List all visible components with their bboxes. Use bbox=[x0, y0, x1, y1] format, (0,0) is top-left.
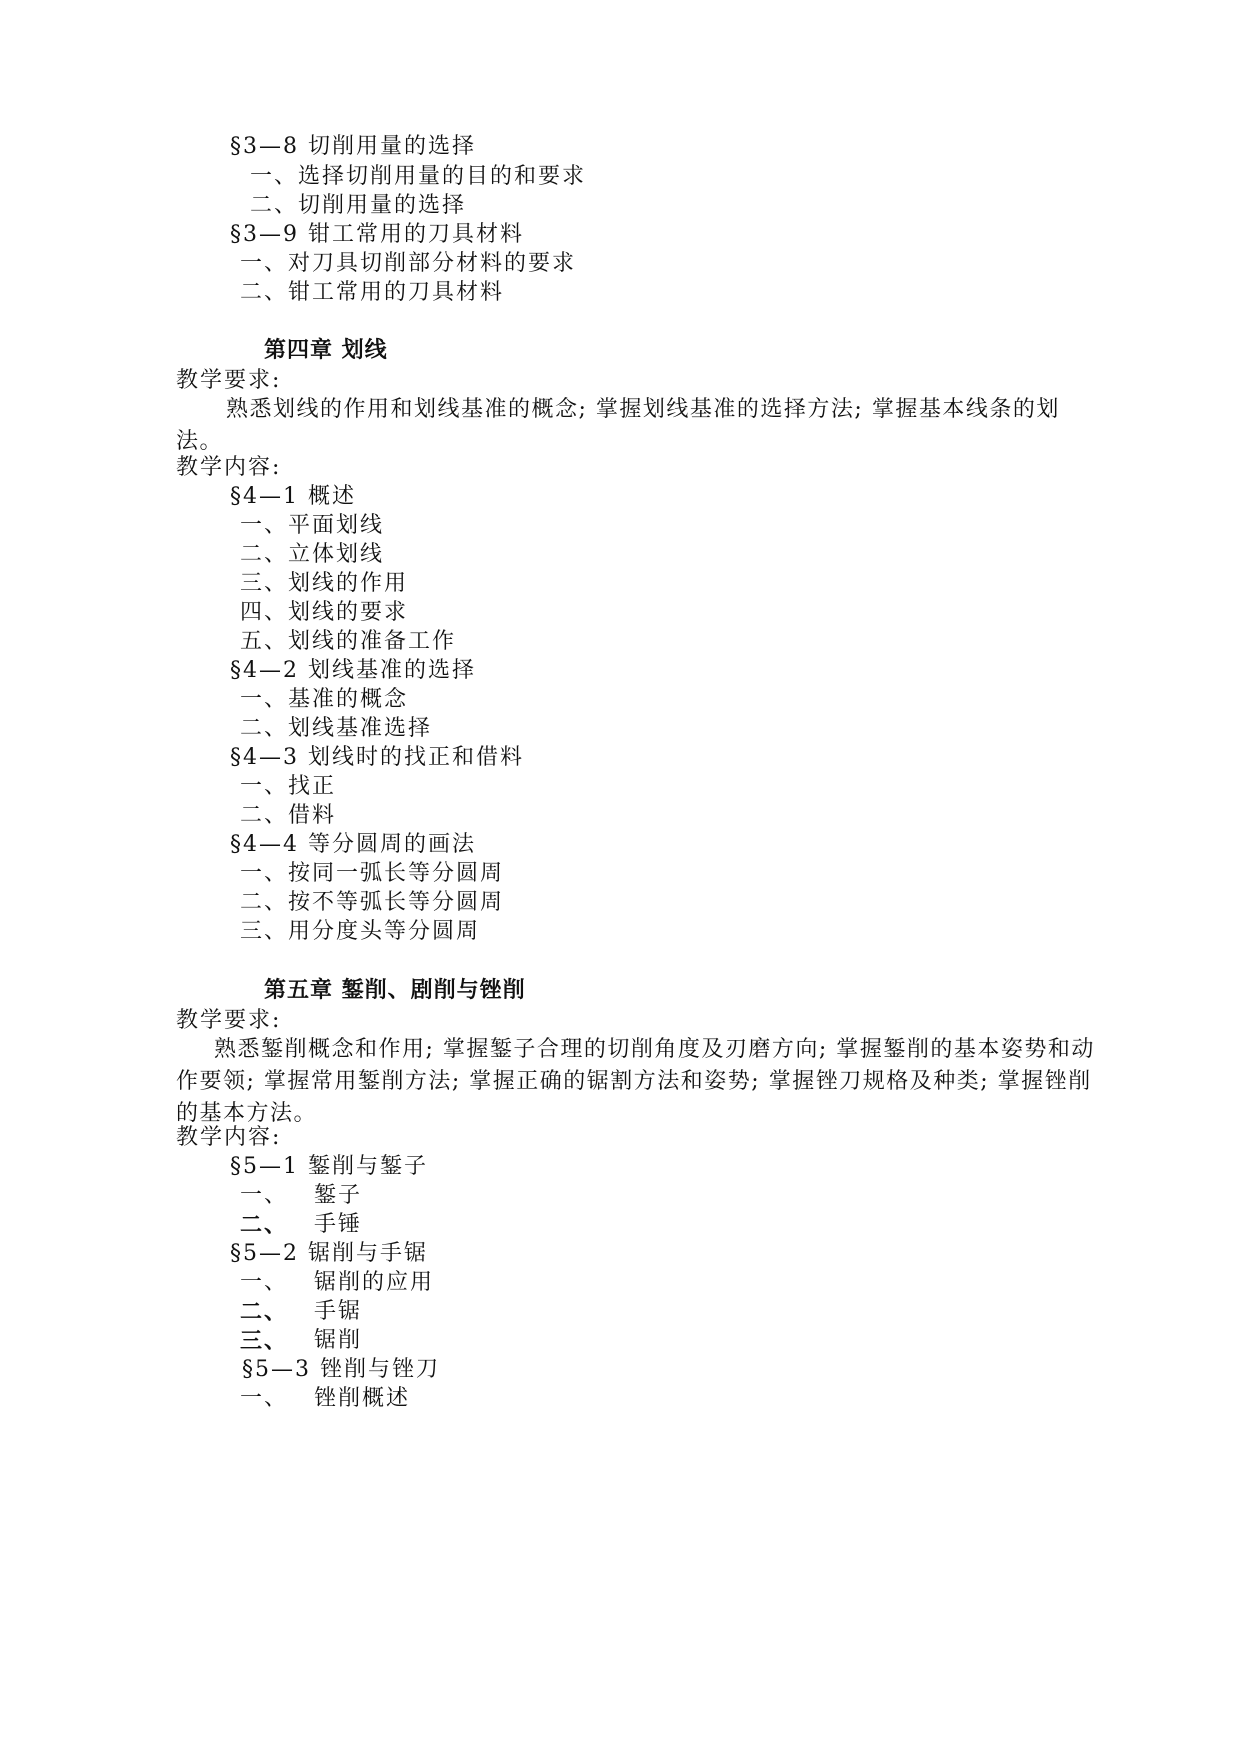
item-5-3-1-number: 一、 bbox=[240, 1386, 289, 1411]
item-5-1-2-number: 二、 bbox=[240, 1212, 289, 1238]
chapter-4-title: 第四章 划线 bbox=[264, 338, 388, 363]
item-5-1-2-text: 手锤 bbox=[314, 1212, 363, 1237]
item-5-2-1-number: 一、 bbox=[240, 1270, 289, 1295]
item-5-3-1-text: 锉削概述 bbox=[314, 1386, 411, 1411]
chapter-5-title: 第五章 錾削、剧削与锉削 bbox=[264, 978, 526, 1003]
item-4-2-1: 一、基准的概念 bbox=[240, 687, 409, 712]
item-3-8-1: 一、选择切削用量的目的和要求 bbox=[250, 164, 587, 189]
chapter-4-content-label: 教学内容: bbox=[176, 455, 282, 480]
item-4-2-2: 二、划线基准选择 bbox=[240, 716, 433, 741]
section-4-1: §4—1 概述 bbox=[230, 484, 356, 509]
item-5-2-3-number: 三、 bbox=[240, 1328, 289, 1354]
item-5-2-2-text: 手锯 bbox=[314, 1299, 363, 1324]
item-4-1-4: 四、划线的要求 bbox=[240, 600, 409, 625]
item-3-9-2: 二、钳工常用的刀具材料 bbox=[240, 280, 505, 305]
chapter-5-requirements-text: 熟悉錾削概念和作用; 掌握錾子合理的切削角度及刃磨方向; 掌握錾削的基本姿势和动作要领; 掌握常用錾削方法; 掌握正确的锯割方法和姿势; 掌握锉刀规格及种类; 掌握锉削的基本方法。 bbox=[176, 1037, 1095, 1126]
section-4-4: §4—4 等分圆周的画法 bbox=[230, 832, 476, 857]
chapter-5-requirements-label: 教学要求: bbox=[176, 1008, 282, 1033]
chapter-4-requirements-text: 熟悉划线的作用和划线基准的概念; 掌握划线基准的选择方法; 掌握基本线条的划法。 bbox=[176, 397, 1060, 454]
section-5-1: §5—1 錾削与錾子 bbox=[230, 1154, 428, 1179]
section-4-3: §4—3 划线时的找正和借料 bbox=[230, 745, 524, 770]
item-4-3-2: 二、借料 bbox=[240, 803, 337, 828]
chapter-5-content-label: 教学内容: bbox=[176, 1125, 282, 1150]
chapter-4-requirements-label: 教学要求: bbox=[176, 368, 282, 393]
section-5-2: §5—2 锯削与手锯 bbox=[230, 1241, 428, 1266]
item-4-4-3: 三、用分度头等分圆周 bbox=[240, 919, 481, 944]
section-5-3: §5—3 锉削与锉刀 bbox=[242, 1357, 440, 1382]
item-4-1-1: 一、平面划线 bbox=[240, 513, 385, 538]
item-4-1-5: 五、划线的准备工作 bbox=[240, 629, 457, 654]
item-4-1-2: 二、立体划线 bbox=[240, 542, 385, 567]
item-4-4-1: 一、按同一弧长等分圆周 bbox=[240, 861, 505, 886]
item-4-4-2: 二、按不等弧长等分圆周 bbox=[240, 890, 505, 915]
item-5-2-3-text: 锯削 bbox=[314, 1328, 363, 1353]
section-4-2: §4—2 划线基准的选择 bbox=[230, 658, 476, 683]
item-4-1-3: 三、划线的作用 bbox=[240, 571, 409, 596]
item-4-3-1: 一、找正 bbox=[240, 774, 337, 799]
item-5-1-1-number: 一、 bbox=[240, 1183, 289, 1208]
section-3-9: §3—9 钳工常用的刀具材料 bbox=[230, 222, 524, 247]
section-3-8: §3—8 切削用量的选择 bbox=[230, 134, 476, 159]
item-5-1-1-text: 錾子 bbox=[314, 1183, 363, 1208]
item-3-9-1: 一、对刀具切削部分材料的要求 bbox=[240, 251, 577, 276]
item-5-2-1-text: 锯削的应用 bbox=[314, 1270, 435, 1295]
item-5-2-2-number: 二、 bbox=[240, 1299, 289, 1325]
item-3-8-2: 二、切削用量的选择 bbox=[250, 193, 467, 218]
